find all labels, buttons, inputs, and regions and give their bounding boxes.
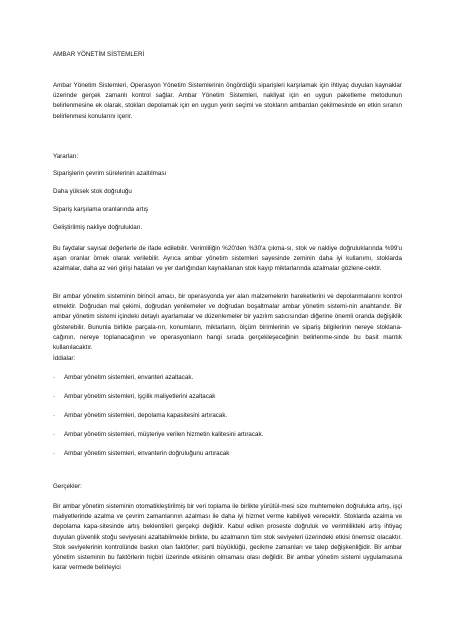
claim-item: Ambar yönetim sistemleri, depolama kapasitesini artıracak.	[64, 412, 228, 419]
bullet-icon: ·	[53, 431, 56, 438]
intro-paragraph: Ambar Yönetim Sistemleri, Operasyon Yönetim Sistemlerinin öngördüğü siparişleri karşılamak için ihtiyaç duyulan kaynaklar üzerinde gerçek zamanlı kontrol sağlar. Ambar Yönetim Sistemleri, nakliyat için en uygun paketleme metodunun belirlenmesine ek olarak, stokları depolamak için en uygun yerin seçimi ve stokların ambardan çekilmesinde en etkin sıranın belirlenmesi konularını içerir.	[53, 82, 402, 120]
benefit-item: Sipariş karşılama oranlarında artış	[53, 206, 149, 213]
bullet-icon: ·	[53, 393, 56, 400]
primary-purpose-paragraph: Bir ambar yönetim sisteminin birincil amacı, bir operasyonda yer alan malzemelerin hareketlerini ve depolanmalarını kontrol etmektir. Doğrudan mal çekimi, doğrudan yenilemeler ve doğrudan boşaltmalar ambar yönetim sistemi-nin anahtarıdır. Bir ambar yönetim sistemi içindeki detaylı ayarlamalar ve düzenlemeler bir yazılım satıcısından diğerine önemli oranda değişiklik gösterebilir. Bununla birlikte parçala-rın, konumların, miktarların, ölçüm birimlerinin ve sipariş bilgilerinin nereye stoklana-cağının, nereye toplanacağının ve operasyonların hangi sırada gerçekleşeceğinin belirlenme-sinde bu basit mantık kullanılacaktır.	[53, 293, 402, 352]
claim-item: Ambar yönetim sistemleri, müşteriye verilen hizmetin kalitesini artıracak.	[64, 431, 264, 438]
bullet-icon: ·	[53, 450, 56, 457]
claim-item: Ambar yönetim sistemleri, envanteri azaltacak.	[64, 374, 194, 381]
bullet-icon: ·	[53, 374, 56, 381]
benefit-item: Geliştirilmiş nakliye doğrulukları.	[53, 224, 143, 231]
benefits-heading: Yararları:	[53, 153, 79, 160]
benefit-item: Siparişlerin çevrim sürelerinin azaltılması	[53, 170, 167, 177]
claims-heading: İddialar:	[53, 355, 76, 362]
document-title: AMBAR YÖNETİM SİSTEMLERİ	[53, 51, 145, 58]
benefits-figures-paragraph: Bu faydalar sayısal değerlerle de ifade edilebilir. Verimliliğin %20'den %30'a çıkma-sı, stok ve nakliye doğruluklarında %99'u aşan oranlar örnek olarak verilebilir. Ayrıca ambar yönetim sistemleri sayesinde zeminin daha iyi kullanımı, stoklarda azalmalar, daha az veri girişi hataları ve yer darlığından kaynaklanan stok kayıp miktarlarında azalmalar gözlene-cektir.	[53, 245, 402, 273]
facts-heading: Gerçekler:	[53, 483, 82, 490]
facts-paragraph: Bir ambar yönetim sisteminin otomatikleştirilmiş bir veri toplama ile birlikte yürütül-mesi size muhtemelen doğrulukta artış, işçi maliyetlerinde azalma ve çevrim zamanlarının azalması ile daha iyi hizmet verme kabiliyeti verecektir. Stoklarda azalma ve depolama kapa-sitesinde artış beklentileri gerçekçi değildir. Kabul edilen proseste doğruluk ve verimlilikteki artış ihtiyaç duyulan güvenlik stoğu seviyesini azaltabilmekle birlikte, bu azalmanın tüm stok seviyeleri üzerindeki etkisi önemsiz olacaktır. Stok seviyelerinin kontrolünde baskın olan faktörler; parti büyüklüğü, gecikme zamanları ve talep değişkenliğidir. Bir ambar yönetim sisteminin bu faktörlerin hiçbiri üzerinde etkisinin olmaması olası değildir. Bir ambar yönetim sistemi uygulamasına karar vermede belirleyici	[53, 503, 402, 572]
bullet-icon: ·	[53, 412, 56, 419]
benefit-item: Daha yüksek stok doğruluğu	[53, 188, 132, 195]
claim-item: Ambar yönetim sistemleri, işçilik maliyetlerini azaltacak	[64, 393, 216, 400]
claim-item: Ambar yönetim sistemleri, envanterin doğruluğunu artıracak	[64, 450, 230, 457]
